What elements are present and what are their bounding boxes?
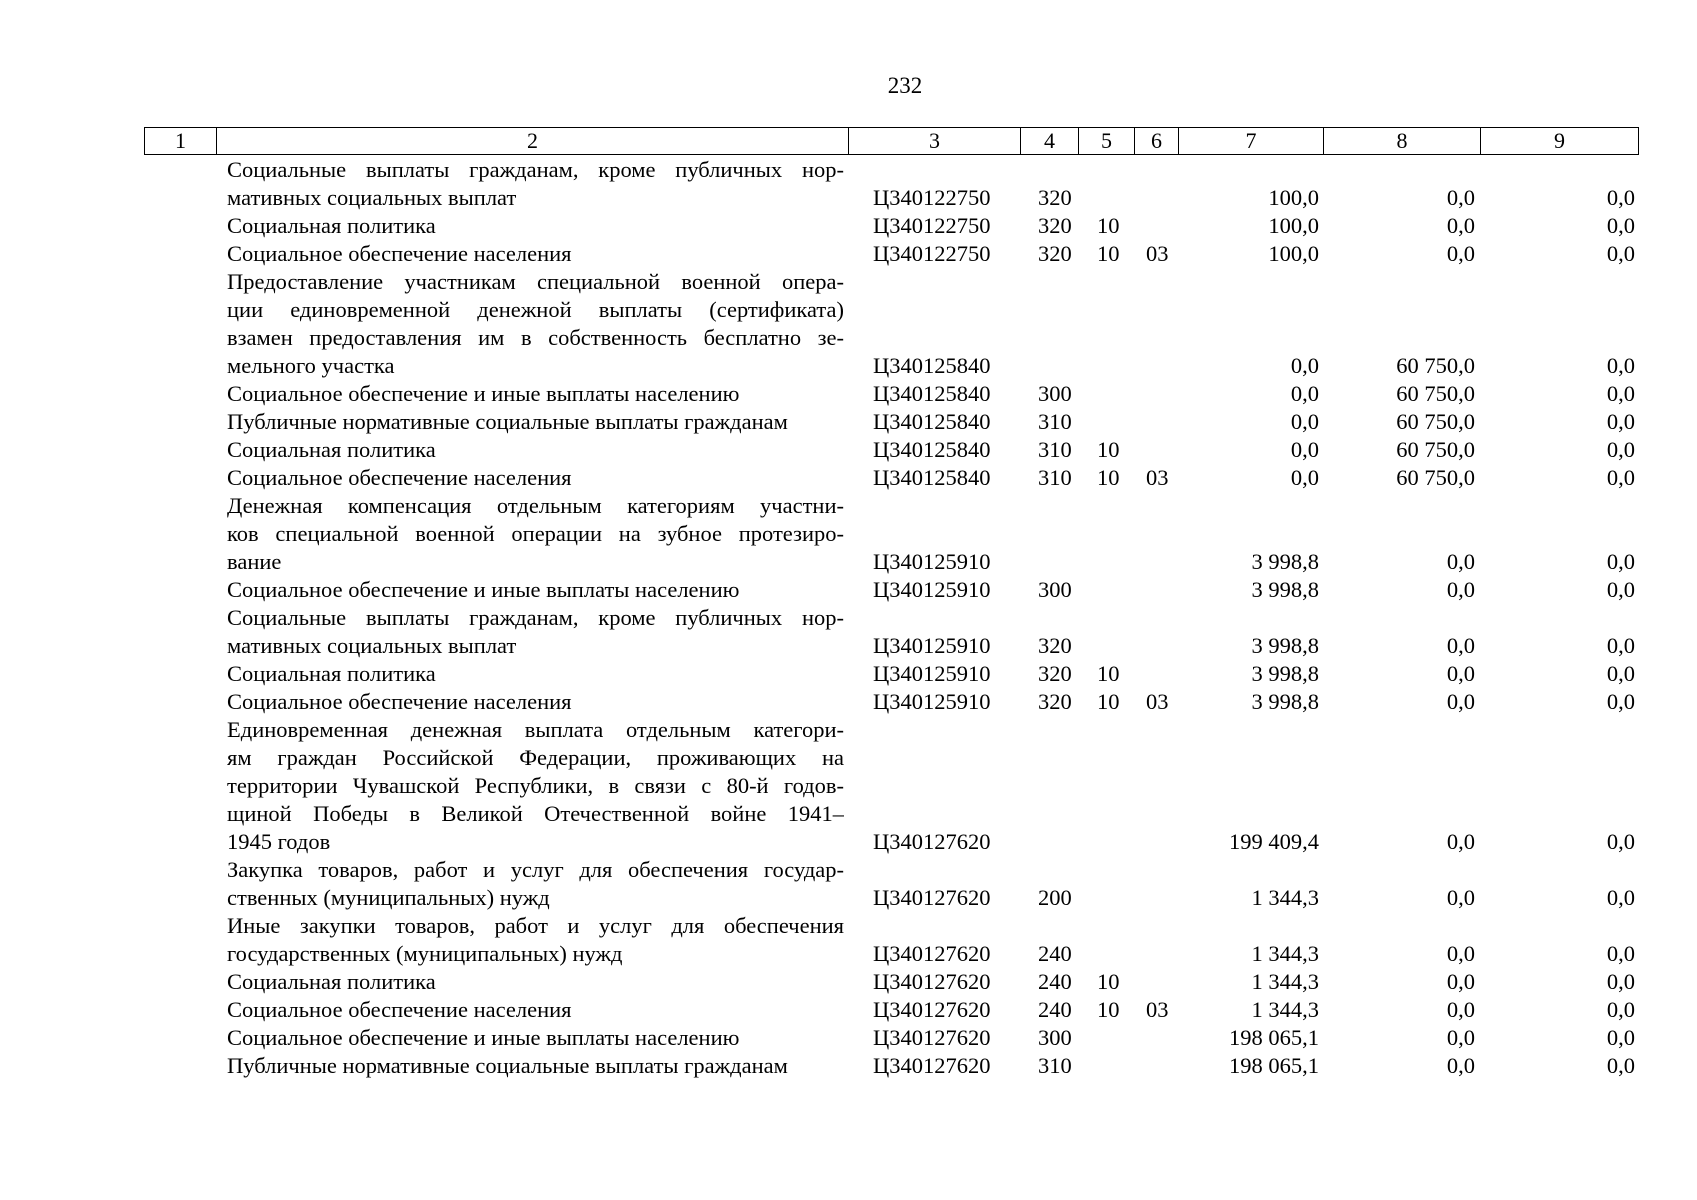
amount-col-9: 0,0 xyxy=(1606,633,1635,658)
description-line: государственных (муниципальных) нужд xyxy=(227,941,623,966)
target-article-code: Ц340127620 xyxy=(873,941,991,966)
target-article-code: Ц340127620 xyxy=(873,997,991,1022)
row-description xyxy=(0,576,844,604)
table-row xyxy=(0,268,1697,380)
row-description xyxy=(0,996,844,1024)
subsection-code: 03 xyxy=(1146,689,1169,714)
description-line: ции единовременной денежной выплаты (сертификата) xyxy=(227,297,844,322)
amount-col-9: 0,0 xyxy=(1606,829,1635,854)
page-number: 232 xyxy=(887,73,923,98)
amount-col-7: 0,0 xyxy=(1290,409,1319,434)
header-col-2: 2 xyxy=(217,128,849,155)
expense-type-code: 300 xyxy=(1038,577,1072,602)
amount-col-9: 0,0 xyxy=(1606,661,1635,686)
description-line: территории Чувашской Республики, в связи с 80-й годов- xyxy=(227,773,844,798)
amount-col-8: 0,0 xyxy=(1446,829,1475,854)
target-article-code: Ц340125840 xyxy=(873,465,991,490)
table-row xyxy=(0,1052,1697,1080)
section-code: 10 xyxy=(1097,997,1120,1022)
amount-col-8: 0,0 xyxy=(1446,549,1475,574)
target-article-code: Ц340122750 xyxy=(873,241,991,266)
description-line: Социальная политика xyxy=(227,213,436,238)
amount-col-8: 0,0 xyxy=(1446,1025,1475,1050)
row-description xyxy=(0,240,844,268)
table-row xyxy=(0,688,1697,716)
header-col-6: 6 xyxy=(1135,128,1179,155)
target-article-code: Ц340125910 xyxy=(873,549,991,574)
expense-type-code: 320 xyxy=(1038,661,1072,686)
section-code: 10 xyxy=(1097,661,1120,686)
table-row xyxy=(0,240,1697,268)
amount-col-7: 0,0 xyxy=(1290,465,1319,490)
amount-col-8: 0,0 xyxy=(1446,689,1475,714)
table-row xyxy=(0,436,1697,464)
description-line: щиной Победы в Великой Отечественной войне 1941– xyxy=(227,801,844,826)
description-line: Социальные выплаты гражданам, кроме публичных нор- xyxy=(227,605,844,630)
amount-col-7: 0,0 xyxy=(1290,381,1319,406)
section-code: 10 xyxy=(1097,437,1120,462)
target-article-code: Ц340125910 xyxy=(873,689,991,714)
row-description xyxy=(0,1052,844,1080)
row-description xyxy=(0,1024,844,1052)
table-row xyxy=(0,576,1697,604)
row-description xyxy=(0,660,844,688)
target-article-code: Ц340125910 xyxy=(873,661,991,686)
target-article-code: Ц340125910 xyxy=(873,577,991,602)
description-line: Социальные выплаты гражданам, кроме публичных нор- xyxy=(227,157,844,182)
section-code: 10 xyxy=(1097,465,1120,490)
expense-type-code: 320 xyxy=(1038,241,1072,266)
target-article-code: Ц340127620 xyxy=(873,829,991,854)
description-line: Социальное обеспечение и иные выплаты населению xyxy=(227,381,740,406)
expense-type-code: 240 xyxy=(1038,997,1072,1022)
row-description xyxy=(0,156,844,212)
amount-col-8: 0,0 xyxy=(1446,941,1475,966)
amount-col-7: 198 065,1 xyxy=(1229,1053,1319,1078)
amount-col-7: 199 409,4 xyxy=(1229,829,1319,854)
row-description xyxy=(0,968,844,996)
description-line: Социальное обеспечение населения xyxy=(227,689,572,714)
description-line: Социальное обеспечение населения xyxy=(227,997,572,1022)
amount-col-9: 0,0 xyxy=(1606,997,1635,1022)
table-row xyxy=(0,156,1697,212)
expense-type-code: 300 xyxy=(1038,381,1072,406)
section-code: 10 xyxy=(1097,213,1120,238)
amount-col-8: 0,0 xyxy=(1446,1053,1475,1078)
expense-type-code: 320 xyxy=(1038,633,1072,658)
amount-col-9: 0,0 xyxy=(1606,241,1635,266)
amount-col-9: 0,0 xyxy=(1606,185,1635,210)
header-col-4: 4 xyxy=(1021,128,1079,155)
section-code: 10 xyxy=(1097,969,1120,994)
amount-col-9: 0,0 xyxy=(1606,409,1635,434)
row-description xyxy=(0,436,844,464)
description-line: Единовременная денежная выплата отдельным категори- xyxy=(227,717,844,742)
amount-col-8: 0,0 xyxy=(1446,997,1475,1022)
header-col-9: 9 xyxy=(1481,128,1639,155)
section-code: 10 xyxy=(1097,241,1120,266)
expense-type-code: 320 xyxy=(1038,213,1072,238)
amount-col-7: 3 998,8 xyxy=(1251,689,1319,714)
header-col-3: 3 xyxy=(849,128,1021,155)
table-row xyxy=(0,1024,1697,1052)
description-line: взамен предоставления им в собственность бесплатно зе- xyxy=(227,325,844,350)
description-line: Социальное обеспечение населения xyxy=(227,465,572,490)
description-line: Социальное обеспечение и иные выплаты населению xyxy=(227,1025,740,1050)
amount-col-8: 60 750,0 xyxy=(1396,437,1475,462)
amount-col-9: 0,0 xyxy=(1606,1053,1635,1078)
table-row xyxy=(0,968,1697,996)
row-description xyxy=(0,380,844,408)
description-line: Предоставление участникам специальной военной опера- xyxy=(227,269,844,294)
expense-type-code: 300 xyxy=(1038,1025,1072,1050)
description-line: Социальное обеспечение населения xyxy=(227,241,572,266)
header-row xyxy=(145,128,1639,155)
amount-col-9: 0,0 xyxy=(1606,437,1635,462)
table-row xyxy=(0,408,1697,436)
target-article-code: Ц340127620 xyxy=(873,885,991,910)
expense-type-code: 200 xyxy=(1038,885,1072,910)
amount-col-7: 198 065,1 xyxy=(1229,1025,1319,1050)
description-line: Денежная компенсация отдельным категориям участни- xyxy=(227,493,844,518)
description-line: Иные закупки товаров, работ и услуг для обеспечения xyxy=(227,913,844,938)
row-description xyxy=(0,688,844,716)
amount-col-8: 0,0 xyxy=(1446,241,1475,266)
row-description xyxy=(0,212,844,240)
amount-col-9: 0,0 xyxy=(1606,381,1635,406)
target-article-code: Ц340125910 xyxy=(873,633,991,658)
description-line: 1945 годов xyxy=(227,829,331,854)
amount-col-8: 60 750,0 xyxy=(1396,465,1475,490)
amount-col-7: 3 998,8 xyxy=(1251,549,1319,574)
amount-col-7: 0,0 xyxy=(1290,437,1319,462)
amount-col-8: 0,0 xyxy=(1446,885,1475,910)
description-line: Социальная политика xyxy=(227,437,436,462)
expense-type-code: 310 xyxy=(1038,465,1072,490)
expense-type-code: 320 xyxy=(1038,689,1072,714)
amount-col-9: 0,0 xyxy=(1606,689,1635,714)
table-row xyxy=(0,604,1697,660)
description-line: мативных социальных выплат xyxy=(227,633,517,658)
table-row xyxy=(0,380,1697,408)
amount-col-8: 60 750,0 xyxy=(1396,381,1475,406)
section-code: 10 xyxy=(1097,689,1120,714)
amount-col-7: 3 998,8 xyxy=(1251,577,1319,602)
row-description xyxy=(0,856,844,912)
description-line: вание xyxy=(227,549,282,574)
expense-type-code: 310 xyxy=(1038,409,1072,434)
amount-col-7: 3 998,8 xyxy=(1251,661,1319,686)
amount-col-7: 100,0 xyxy=(1268,213,1319,238)
row-description xyxy=(0,912,844,968)
amount-col-9: 0,0 xyxy=(1606,885,1635,910)
amount-col-9: 0,0 xyxy=(1606,549,1635,574)
header-col-1: 1 xyxy=(145,128,217,155)
table-row xyxy=(0,856,1697,912)
target-article-code: Ц340125840 xyxy=(873,353,991,378)
expense-type-code: 320 xyxy=(1038,185,1072,210)
table-row xyxy=(0,660,1697,688)
target-article-code: Ц340122750 xyxy=(873,185,991,210)
description-line: ков специальной военной операции на зубное протезиро- xyxy=(227,521,844,546)
description-line: Социальная политика xyxy=(227,969,436,994)
table-row xyxy=(0,912,1697,968)
description-line: ям граждан Российской Федерации, проживающих на xyxy=(227,745,844,770)
target-article-code: Ц340127620 xyxy=(873,1025,991,1050)
amount-col-9: 0,0 xyxy=(1606,353,1635,378)
budget-rows xyxy=(0,156,1697,1080)
target-article-code: Ц340125840 xyxy=(873,381,991,406)
amount-col-8: 0,0 xyxy=(1446,661,1475,686)
amount-col-9: 0,0 xyxy=(1606,577,1635,602)
amount-col-7: 3 998,8 xyxy=(1251,633,1319,658)
expense-type-code: 240 xyxy=(1038,941,1072,966)
description-line: Социальная политика xyxy=(227,661,436,686)
amount-col-9: 0,0 xyxy=(1606,941,1635,966)
amount-col-8: 0,0 xyxy=(1446,969,1475,994)
row-description xyxy=(0,464,844,492)
amount-col-8: 0,0 xyxy=(1446,185,1475,210)
amount-col-8: 0,0 xyxy=(1446,213,1475,238)
table-row xyxy=(0,212,1697,240)
target-article-code: Ц340122750 xyxy=(873,213,991,238)
description-line: Социальное обеспечение и иные выплаты населению xyxy=(227,577,740,602)
amount-col-9: 0,0 xyxy=(1606,465,1635,490)
target-article-code: Ц340125840 xyxy=(873,409,991,434)
subsection-code: 03 xyxy=(1146,465,1169,490)
table-row xyxy=(0,492,1697,576)
amount-col-9: 0,0 xyxy=(1606,969,1635,994)
amount-col-9: 0,0 xyxy=(1606,213,1635,238)
description-line: мельного участка xyxy=(227,353,395,378)
amount-col-7: 1 344,3 xyxy=(1251,997,1319,1022)
description-line: Закупка товаров, работ и услуг для обеспечения государ- xyxy=(227,857,844,882)
table-row xyxy=(0,716,1697,856)
amount-col-7: 100,0 xyxy=(1268,185,1319,210)
amount-col-7: 1 344,3 xyxy=(1251,969,1319,994)
expense-type-code: 310 xyxy=(1038,437,1072,462)
amount-col-9: 0,0 xyxy=(1606,1025,1635,1050)
target-article-code: Ц340127620 xyxy=(873,1053,991,1078)
subsection-code: 03 xyxy=(1146,997,1169,1022)
expense-type-code: 240 xyxy=(1038,969,1072,994)
header-col-5: 5 xyxy=(1079,128,1135,155)
description-line: мативных социальных выплат xyxy=(227,185,517,210)
description-line: ственных (муниципальных) нужд xyxy=(227,885,550,910)
amount-col-8: 60 750,0 xyxy=(1396,353,1475,378)
row-description xyxy=(0,408,844,436)
row-description xyxy=(0,268,844,380)
header-col-7: 7 xyxy=(1179,128,1324,155)
table-row xyxy=(0,996,1697,1024)
amount-col-7: 1 344,3 xyxy=(1251,941,1319,966)
column-number-header xyxy=(144,127,1639,155)
description-line: Публичные нормативные социальные выплаты гражданам xyxy=(227,1053,788,1078)
table-row xyxy=(0,464,1697,492)
amount-col-7: 1 344,3 xyxy=(1251,885,1319,910)
target-article-code: Ц340125840 xyxy=(873,437,991,462)
amount-col-8: 0,0 xyxy=(1446,633,1475,658)
description-line: Публичные нормативные социальные выплаты гражданам xyxy=(227,409,788,434)
amount-col-8: 0,0 xyxy=(1446,577,1475,602)
row-description xyxy=(0,604,844,660)
expense-type-code: 310 xyxy=(1038,1053,1072,1078)
row-description xyxy=(0,492,844,576)
amount-col-8: 60 750,0 xyxy=(1396,409,1475,434)
amount-col-7: 100,0 xyxy=(1268,241,1319,266)
amount-col-7: 0,0 xyxy=(1290,353,1319,378)
target-article-code: Ц340127620 xyxy=(873,969,991,994)
subsection-code: 03 xyxy=(1146,241,1169,266)
header-col-8: 8 xyxy=(1324,128,1481,155)
row-description xyxy=(0,716,844,856)
